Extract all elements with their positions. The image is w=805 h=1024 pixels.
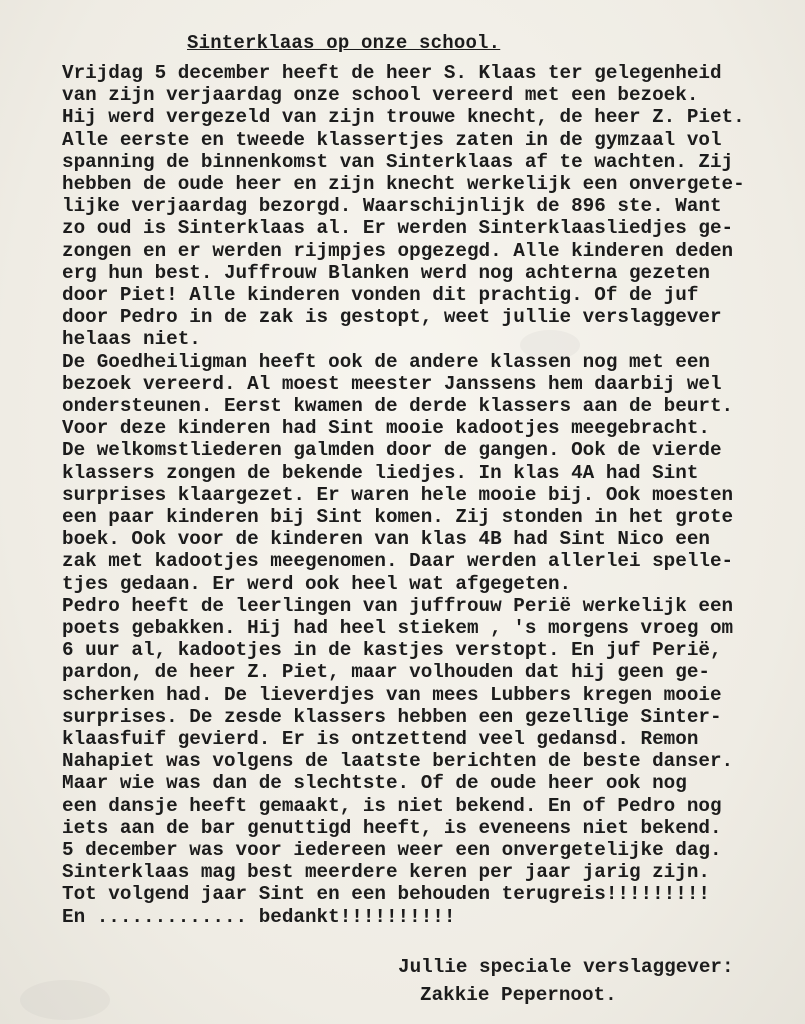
text-line: van zijn verjaardag onze school vereerd met een bezoek. [62, 84, 699, 107]
text-line: En ............. bedankt!!!!!!!!!! [62, 905, 456, 928]
text-line: zongen en er werden rijmpjes opgezegd. Alle kinderen deden [62, 239, 734, 262]
text-line: Sinterklaas mag best meerdere keren per jaar jarig zijn. [62, 861, 710, 884]
text-line: Alle eerste en tweede klassertjes zaten in de gymzaal vol [62, 128, 722, 151]
text-line: een dansje heeft gemaakt, is niet bekend. En of Pedro nog [62, 794, 722, 817]
text-line: klaasfuif gevierd. Er is ontzettend veel gedansd. Remon [62, 728, 699, 750]
text-line: helaas niet. [62, 328, 201, 351]
text-line: tjes gedaan. Er werd ook heel wat afgegeten. [62, 572, 572, 595]
text-line: surprises klaargezet. Er waren hele mooie bij. Ook moesten [62, 483, 734, 506]
text-line: Maar wie was dan de slechtste. Of de oude heer ook nog [62, 772, 687, 795]
text-line: door Pedro in de zak is gestopt, weet jullie verslaggever [62, 306, 722, 329]
signoff-name: Zakkie Pepernoot. [420, 984, 617, 1006]
text-line: poets gebakken. Hij had heel stiekem , 's morgens vroeg om [62, 617, 734, 639]
signoff-role: Jullie speciale verslaggever: [398, 956, 734, 978]
text-line: 5 december was voor iedereen weer een onvergetelijke dag. [62, 839, 722, 861]
text-line: surprises. De zesde klassers hebben een gezellige Sinter- [62, 705, 722, 728]
text-line: De Goedheiligman heeft ook de andere klassen nog met een [62, 350, 710, 373]
text-line: Tot volgend jaar Sint en een behouden terugreis!!!!!!!!! [62, 883, 710, 906]
text-line: zak met kadootjes meegenomen. Daar werden allerlei spelle- [62, 550, 734, 573]
text-line: hebben de oude heer en zijn knecht werkelijk een onvergete- [62, 173, 745, 195]
text-line: 6 uur al, kadootjes in de kastjes verstopt. En juf Perië, [62, 639, 722, 662]
text-line: iets aan de bar genuttigd heeft, is eveneens niet bekend. [62, 816, 722, 839]
text-line: lijke verjaardag bezorgd. Waarschijnlijk de 896 ste. Want [62, 195, 722, 218]
article-title: Sinterklaas op onze school. [187, 32, 501, 54]
text-line: een paar kinderen bij Sint komen. Zij stonden in het grote [62, 506, 734, 528]
text-line: scherken had. De lieverdjes van mees Lubbers kregen mooie [62, 683, 722, 706]
text-line: De welkomstliederen galmden door de gangen. Ook de vierde [62, 439, 722, 462]
text-line: door Piet! Alle kinderen vonden dit prachtig. Of de juf [62, 284, 699, 306]
text-line: Nahapiet was volgens de laatste berichten de beste danser. [62, 750, 734, 773]
text-line: Pedro heeft de leerlingen van juffrouw Perië werkelijk een [62, 594, 734, 617]
text-line: erg hun best. Juffrouw Blanken werd nog achterna gezeten [62, 261, 710, 284]
text-line: bezoek vereerd. Al moest meester Janssens hem daarbij wel [62, 372, 722, 395]
text-line: ondersteunen. Eerst kwamen de derde klassers aan de beurt. [62, 395, 734, 417]
text-line: zo oud is Sinterklaas al. Er werden Sinterklaasliedjes ge- [62, 217, 734, 240]
paper-smudge [20, 980, 110, 1020]
text-line: Voor deze kinderen had Sint mooie kadootjes meegebracht. [62, 417, 710, 440]
text-line: Hij werd vergezeld van zijn trouwe knecht, de heer Z. Piet. [62, 106, 745, 129]
text-line: boek. Ook voor de kinderen van klas 4B had Sint Nico een [62, 528, 710, 551]
text-line: klassers zongen de bekende liedjes. In klas 4A had Sint [62, 461, 699, 484]
text-line: spanning de binnenkomst van Sinterklaas af te wachten. Zij [62, 150, 734, 173]
text-line: pardon, de heer Z. Piet, maar volhouden dat hij geen ge- [62, 661, 710, 684]
text-line: Vrijdag 5 december heeft de heer S. Klaas ter gelegenheid [62, 62, 722, 84]
